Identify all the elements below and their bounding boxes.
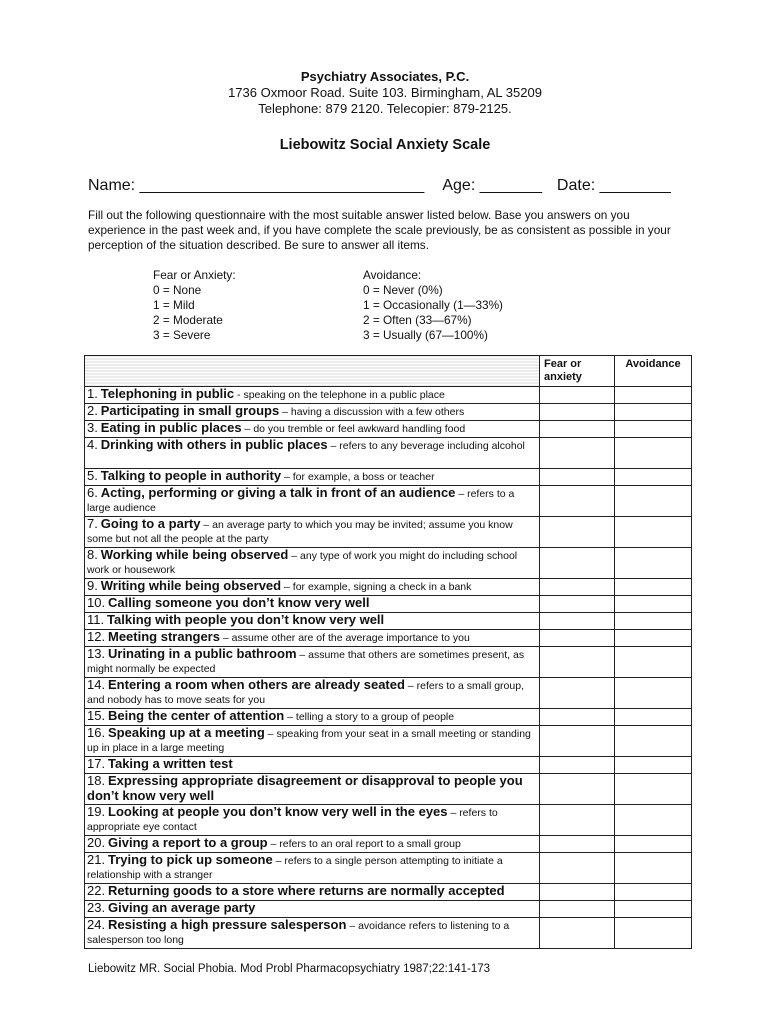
item-title: Telephoning in public bbox=[100, 386, 235, 401]
item-text bbox=[85, 805, 540, 836]
item-description: – for example, a boss or teacher bbox=[281, 471, 435, 483]
item-description: – speaking from your seat in a small meeting or standing up in place in a large meeting bbox=[87, 728, 531, 754]
item-description: – do you tremble or feel awkward handling food bbox=[241, 423, 466, 435]
item-number: 13. bbox=[87, 646, 106, 661]
table-row bbox=[85, 613, 692, 630]
item-description: – having a discussion with a few others bbox=[279, 406, 465, 418]
item-number: 7. bbox=[87, 516, 98, 531]
item-description: – assume other are of the average importance to you bbox=[219, 632, 470, 644]
table-row bbox=[85, 805, 692, 836]
item-description: – telling a story to a group of people bbox=[284, 711, 455, 723]
item-description: – avoidance refers to listening to a salesperson too long bbox=[87, 920, 510, 946]
item-text bbox=[85, 438, 540, 469]
item-number: 20. bbox=[87, 835, 106, 850]
fear-score-cell[interactable] bbox=[540, 579, 615, 596]
table-row bbox=[85, 836, 692, 853]
item-description: - speaking on the telephone in a public place bbox=[234, 389, 445, 401]
col-header-fear: Fear or anxiety bbox=[540, 356, 615, 387]
table-row bbox=[85, 918, 692, 949]
avoidance-score-cell[interactable] bbox=[615, 579, 692, 596]
org-phone: Telephone: 879 2120. Telecopier: 879-2125. bbox=[258, 101, 512, 116]
item-number: 17. bbox=[87, 756, 106, 771]
item-text bbox=[85, 548, 540, 579]
fear-scale bbox=[153, 268, 236, 343]
table-row bbox=[85, 469, 692, 486]
table-row bbox=[85, 630, 692, 647]
avoidance-score-cell[interactable] bbox=[615, 548, 692, 579]
avoidance-score-cell[interactable] bbox=[615, 438, 692, 469]
age-field[interactable]: _______ bbox=[479, 177, 543, 194]
fear-score-cell[interactable] bbox=[540, 884, 615, 901]
item-text bbox=[85, 853, 540, 884]
avoidance-score-cell[interactable] bbox=[615, 918, 692, 949]
item-description: – for example, signing a check in a bank bbox=[281, 581, 472, 593]
item-number: 5. bbox=[87, 468, 98, 483]
fear-score-cell[interactable] bbox=[540, 726, 615, 757]
item-number: 6. bbox=[87, 485, 98, 500]
item-text bbox=[85, 884, 540, 901]
fear-score-cell[interactable] bbox=[540, 613, 615, 630]
table-row bbox=[85, 486, 692, 517]
fear-score-cell[interactable] bbox=[540, 757, 615, 774]
item-description: – refers to an oral report to a small group bbox=[267, 838, 461, 850]
fear-score-cell[interactable] bbox=[540, 404, 615, 421]
avoidance-score-cell[interactable] bbox=[615, 805, 692, 836]
name-label: Name: bbox=[88, 177, 136, 194]
table-row bbox=[85, 853, 692, 884]
item-number: 24. bbox=[87, 917, 106, 932]
fear-scale-line: Fear or Anxiety: bbox=[153, 268, 236, 282]
age-label: Age: bbox=[442, 177, 476, 194]
item-description: – refers to a large audience bbox=[87, 488, 515, 514]
item-title: Participating in small groups bbox=[100, 403, 280, 418]
item-description: – an average party to which you may be invited; assume you know some but not all the people at the party bbox=[87, 519, 513, 545]
item-title: Speaking up at a meeting bbox=[108, 725, 265, 740]
table-header-blank bbox=[85, 356, 540, 387]
item-text bbox=[85, 726, 540, 757]
table-row bbox=[85, 421, 692, 438]
fear-score-cell[interactable] bbox=[540, 836, 615, 853]
date-label: Date: bbox=[556, 177, 596, 194]
name-field[interactable]: ________________________________ bbox=[139, 177, 425, 194]
fear-score-cell[interactable] bbox=[540, 596, 615, 613]
item-number: 4. bbox=[87, 437, 98, 452]
item-number: 22. bbox=[87, 883, 106, 898]
table-row bbox=[85, 647, 692, 678]
instructions: Fill out the following questionnaire with the most suitable answer listed below. Base you answers on you experience in the past week and, if you have complete the scale previously, be as consistent as possible in your perception of the situation described. Be sure to answer all items. bbox=[88, 208, 671, 252]
fear-scale-line: 3 = Severe bbox=[153, 328, 211, 342]
fear-score-cell[interactable] bbox=[540, 647, 615, 678]
fear-score-cell[interactable] bbox=[540, 517, 615, 548]
item-text bbox=[85, 757, 540, 774]
item-title: Working while being observed bbox=[100, 547, 289, 562]
item-title: Talking with people you don’t know very well bbox=[107, 612, 385, 627]
item-title: Expressing appropriate disagreement or disapproval to people you don’t know very well bbox=[87, 773, 523, 803]
item-text bbox=[85, 613, 540, 630]
table-row bbox=[85, 709, 692, 726]
avoidance-scale-line: Avoidance: bbox=[363, 268, 422, 282]
avoidance-scale-line: 2 = Often (33—67%) bbox=[363, 313, 472, 327]
table-row bbox=[85, 678, 692, 709]
fear-score-cell[interactable] bbox=[540, 630, 615, 647]
avoidance-score-cell[interactable] bbox=[615, 836, 692, 853]
fear-scale-line: 0 = None bbox=[153, 283, 202, 297]
item-title: Being the center of attention bbox=[108, 708, 285, 723]
lsas-table bbox=[84, 355, 692, 949]
table-row bbox=[85, 884, 692, 901]
item-title: Taking a written test bbox=[108, 756, 233, 771]
table-row bbox=[85, 517, 692, 548]
avoidance-score-cell[interactable] bbox=[615, 901, 692, 918]
item-number: 16. bbox=[87, 725, 106, 740]
item-number: 11. bbox=[87, 612, 105, 627]
table-row bbox=[85, 548, 692, 579]
item-title: Meeting strangers bbox=[108, 629, 220, 644]
org-address: 1736 Oxmoor Road. Suite 103. Birmingham, AL 35209 bbox=[228, 85, 542, 100]
item-text bbox=[85, 486, 540, 517]
item-number: 8. bbox=[87, 547, 98, 562]
item-title: Drinking with others in public places bbox=[100, 437, 328, 452]
item-title: Entering a room when others are already seated bbox=[108, 677, 405, 692]
avoidance-score-cell[interactable] bbox=[615, 404, 692, 421]
item-number: 21. bbox=[87, 852, 106, 867]
avoidance-score-cell[interactable] bbox=[615, 757, 692, 774]
avoidance-scale-line: 1 = Occasionally (1—33%) bbox=[363, 298, 503, 312]
item-number: 2. bbox=[87, 403, 98, 418]
org-name: Psychiatry Associates, P.C. bbox=[300, 69, 470, 84]
item-title: Giving an average party bbox=[108, 900, 256, 915]
item-text bbox=[85, 836, 540, 853]
avoidance-score-cell[interactable] bbox=[615, 647, 692, 678]
avoidance-score-cell[interactable] bbox=[615, 774, 692, 805]
item-title: Acting, performing or giving a talk in front of an audience bbox=[100, 485, 456, 500]
page-title: Liebowitz Social Anxiety Scale bbox=[279, 137, 491, 153]
item-description: – any type of work you might do including school work or housework bbox=[87, 550, 518, 576]
item-title: Looking at people you don’t know very well in the eyes bbox=[108, 804, 448, 819]
item-number: 12. bbox=[87, 629, 106, 644]
item-number: 3. bbox=[87, 420, 98, 435]
item-number: 10. bbox=[87, 595, 106, 610]
avoidance-score-cell[interactable] bbox=[615, 469, 692, 486]
item-text bbox=[85, 709, 540, 726]
item-text bbox=[85, 678, 540, 709]
item-text bbox=[85, 579, 540, 596]
item-number: 14. bbox=[87, 677, 106, 692]
item-description: – assume that others are sometimes present, as might normally be expected bbox=[87, 649, 525, 675]
table-row bbox=[85, 757, 692, 774]
avoidance-score-cell[interactable] bbox=[615, 630, 692, 647]
avoidance-score-cell[interactable] bbox=[615, 884, 692, 901]
avoidance-score-cell[interactable] bbox=[615, 486, 692, 517]
item-title: Returning goods to a store where returns are normally accepted bbox=[108, 883, 505, 898]
item-text bbox=[85, 918, 540, 949]
fear-score-cell[interactable] bbox=[540, 421, 615, 438]
citation: Liebowitz MR. Social Phobia. Mod Probl Pharmacopsychiatry 1987;22:141-173 bbox=[88, 963, 491, 975]
item-text bbox=[85, 647, 540, 678]
name-age-date-fields bbox=[88, 177, 671, 195]
avoidance-score-cell[interactable] bbox=[615, 596, 692, 613]
item-number: 18. bbox=[87, 773, 106, 788]
item-number: 9. bbox=[87, 578, 98, 593]
avoidance-score-cell[interactable] bbox=[615, 726, 692, 757]
item-description: – refers to a single person attempting to initiate a relationship with a stranger bbox=[87, 855, 503, 881]
item-number: 1. bbox=[87, 386, 98, 401]
table-row bbox=[85, 387, 692, 404]
item-text bbox=[85, 421, 540, 438]
table-row bbox=[85, 438, 692, 469]
item-title: Talking to people in authority bbox=[100, 468, 282, 483]
avoidance-scale bbox=[363, 268, 503, 343]
avoidance-score-cell[interactable] bbox=[615, 387, 692, 404]
item-text bbox=[85, 404, 540, 421]
item-title: Urinating in a public bathroom bbox=[108, 646, 297, 661]
avoidance-score-cell[interactable] bbox=[615, 853, 692, 884]
fear-score-cell[interactable] bbox=[540, 678, 615, 709]
item-text bbox=[85, 387, 540, 404]
avoidance-scale-line: 0 = Never (0%) bbox=[363, 283, 443, 297]
avoidance-score-cell[interactable] bbox=[615, 678, 692, 709]
item-title: Writing while being observed bbox=[100, 578, 282, 593]
fear-score-cell[interactable] bbox=[540, 774, 615, 805]
letterhead bbox=[0, 69, 770, 117]
avoidance-scale-line: 3 = Usually (67—100%) bbox=[363, 328, 488, 342]
table-row bbox=[85, 774, 692, 805]
table-row bbox=[85, 901, 692, 918]
fear-score-cell[interactable] bbox=[540, 901, 615, 918]
item-number: 15. bbox=[87, 708, 106, 723]
fear-scale-line: 1 = Mild bbox=[153, 298, 195, 312]
item-text bbox=[85, 774, 540, 805]
item-description: – refers to any beverage including alcohol bbox=[327, 440, 525, 452]
item-number: 23. bbox=[87, 900, 106, 915]
item-title: Eating in public places bbox=[100, 420, 242, 435]
avoidance-score-cell[interactable] bbox=[615, 421, 692, 438]
item-description: – refers to appropriate eye contact bbox=[87, 807, 498, 833]
table-row bbox=[85, 726, 692, 757]
col-header-avoidance: Avoidance bbox=[615, 356, 692, 387]
table-row bbox=[85, 404, 692, 421]
avoidance-score-cell[interactable] bbox=[615, 709, 692, 726]
fear-score-cell[interactable] bbox=[540, 709, 615, 726]
fear-score-cell[interactable] bbox=[540, 438, 615, 469]
avoidance-score-cell[interactable] bbox=[615, 613, 692, 630]
item-text bbox=[85, 630, 540, 647]
item-description: – refers to a small group, and nobody has to move seats for you bbox=[87, 680, 524, 706]
item-text bbox=[85, 517, 540, 548]
item-title: Calling someone you don’t know very well bbox=[108, 595, 370, 610]
fear-score-cell[interactable] bbox=[540, 853, 615, 884]
item-text bbox=[85, 596, 540, 613]
fear-score-cell[interactable] bbox=[540, 805, 615, 836]
item-title: Trying to pick up someone bbox=[108, 852, 273, 867]
avoidance-score-cell[interactable] bbox=[615, 517, 692, 548]
item-title: Resisting a high pressure salesperson bbox=[108, 917, 347, 932]
fear-score-cell[interactable] bbox=[540, 486, 615, 517]
fear-scale-line: 2 = Moderate bbox=[153, 313, 223, 327]
date-field[interactable]: ________ bbox=[599, 177, 671, 194]
item-title: Going to a party bbox=[100, 516, 201, 531]
item-text bbox=[85, 469, 540, 486]
fear-score-cell[interactable] bbox=[540, 918, 615, 949]
table-row bbox=[85, 596, 692, 613]
fear-score-cell[interactable] bbox=[540, 387, 615, 404]
item-title: Giving a report to a group bbox=[108, 835, 268, 850]
item-text bbox=[85, 901, 540, 918]
table-row bbox=[85, 579, 692, 596]
fear-score-cell[interactable] bbox=[540, 548, 615, 579]
item-number: 19. bbox=[87, 804, 106, 819]
fear-score-cell[interactable] bbox=[540, 469, 615, 486]
